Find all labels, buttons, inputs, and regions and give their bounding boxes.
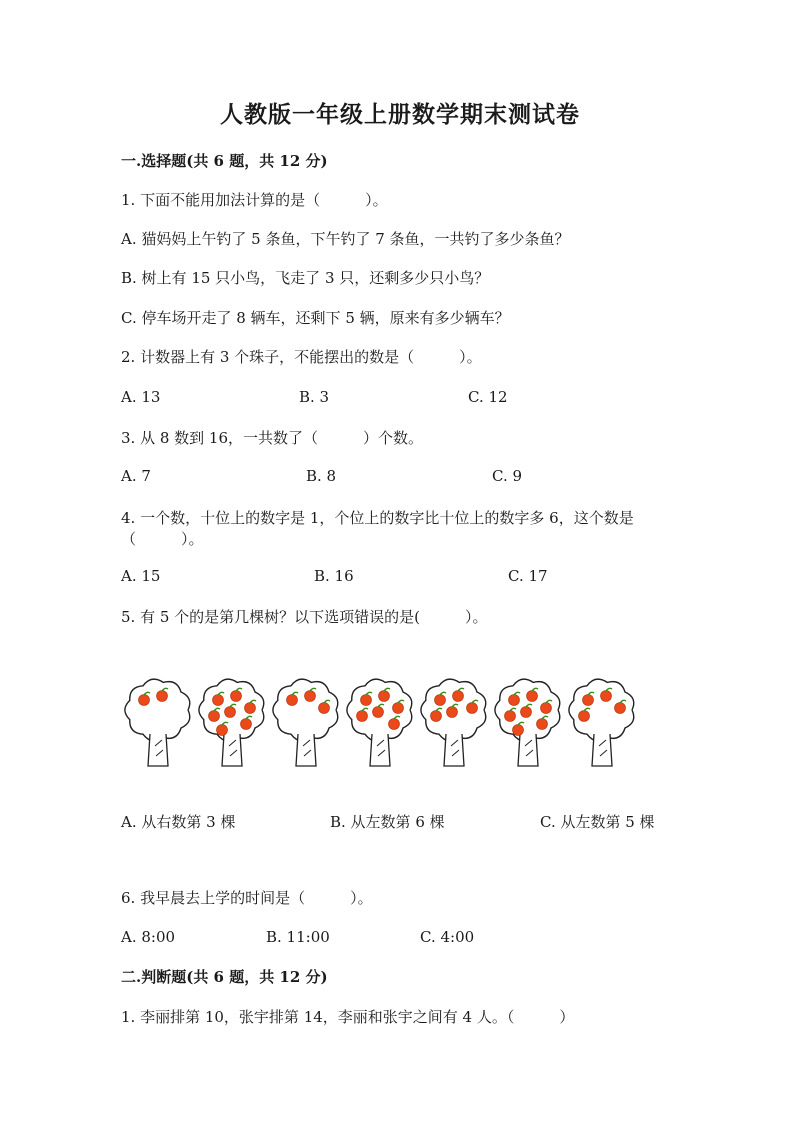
page-title: 人教版一年级上册数学期末测试卷	[220, 101, 580, 128]
apple	[225, 707, 236, 718]
question-3-option-a: A. 7	[121, 467, 151, 485]
question-1-option-b: B. 树上有 15 只小鸟，飞走了 3 只，还剩多少只小鸟？	[121, 269, 490, 287]
apple	[361, 695, 372, 706]
tree-trunk	[296, 734, 316, 766]
apple	[305, 691, 316, 702]
question-3-option-c: C. 9	[492, 467, 523, 485]
tree-canopy	[125, 679, 190, 741]
question-3-stem: 3. 从 8 数到 16，一共数了（ ）个数。	[121, 429, 424, 447]
apple	[435, 695, 446, 706]
apple-tree	[125, 679, 190, 766]
question-1-option-a: A. 猫妈妈上午钓了 5 条鱼，下午钓了 7 条鱼，一共钓了多少条鱼？	[121, 230, 570, 248]
tree-trunk	[222, 734, 242, 766]
apple	[431, 711, 442, 722]
apple	[615, 703, 626, 714]
apple	[373, 707, 384, 718]
question-4-option-a: A. 15	[121, 567, 161, 585]
apple	[231, 691, 242, 702]
apple-tree	[273, 679, 338, 766]
apple-tree	[347, 679, 412, 766]
question-4-option-b: B. 16	[314, 567, 354, 585]
question-5-stem: 5. 有 5 个的是第几棵树？以下选项错误的是( ）。	[121, 608, 488, 626]
question-2-option-c: C. 12	[468, 388, 508, 406]
question-5-option-b: B. 从左数第 6 棵	[330, 813, 445, 831]
apple	[287, 695, 298, 706]
question-5-option-a: A. 从右数第 3 棵	[121, 813, 236, 831]
apple	[505, 711, 516, 722]
tree-trunk	[592, 734, 612, 766]
apple	[583, 695, 594, 706]
apple	[541, 703, 552, 714]
tree-trunk	[370, 734, 390, 766]
apple	[537, 719, 548, 730]
section-heading-judgement: 二.判断题(共 6 题，共 12 分)	[121, 968, 328, 986]
apple	[319, 703, 330, 714]
apple	[453, 691, 464, 702]
question-2-stem: 2. 计数器上有 3 个珠子，不能摆出的数是（ ）。	[121, 348, 482, 366]
apple	[527, 691, 538, 702]
apple	[467, 703, 478, 714]
judgement-item-1: 1. 李丽排第 10，张宇排第 14，李丽和张宇之间有 4 人。（ ）	[121, 1008, 575, 1026]
apple-tree	[569, 679, 634, 766]
apple	[379, 691, 390, 702]
question-6-option-b: B. 11:00	[266, 928, 330, 946]
question-2-option-a: A. 13	[121, 388, 161, 406]
apple	[209, 711, 220, 722]
question-6-stem: 6. 我早晨去上学的时间是（ ）。	[121, 889, 373, 907]
apple	[213, 695, 224, 706]
apple-trees-illustration	[120, 668, 640, 778]
apple	[241, 719, 252, 730]
apple	[139, 695, 150, 706]
apple	[579, 711, 590, 722]
apple	[217, 725, 228, 736]
apple	[513, 725, 524, 736]
apple	[157, 691, 168, 702]
apple	[393, 703, 404, 714]
tree-trunk	[518, 734, 538, 766]
apple-tree	[495, 679, 560, 766]
apple	[245, 703, 256, 714]
question-1-option-c: C. 停车场开走了 8 辆车，还剩下 5 辆，原来有多少辆车？	[121, 309, 510, 327]
apple-tree	[199, 679, 264, 766]
question-4-stem-cont: （ ）。	[121, 530, 204, 548]
tree-trunk	[444, 734, 464, 766]
question-3-option-b: B. 8	[306, 467, 337, 485]
question-6-option-c: C. 4:00	[420, 928, 475, 946]
apple	[509, 695, 520, 706]
tree-trunk	[148, 734, 168, 766]
question-4-option-c: C. 17	[508, 567, 548, 585]
section-heading-choice: 一.选择题(共 6 题，共 12 分)	[121, 152, 328, 170]
question-4-stem: 4. 一个数，十位上的数字是 1，个位上的数字比十位上的数字多 6，这个数是	[121, 509, 634, 527]
question-1-stem: 1. 下面不能用加法计算的是（ ）。	[121, 191, 388, 209]
question-2-option-b: B. 3	[299, 388, 330, 406]
apple-tree	[421, 679, 486, 766]
apple	[389, 719, 400, 730]
question-6-option-a: A. 8:00	[121, 928, 176, 946]
apple	[521, 707, 532, 718]
apple	[447, 707, 458, 718]
apple	[601, 691, 612, 702]
question-5-option-c: C. 从左数第 5 棵	[540, 813, 655, 831]
apple	[357, 711, 368, 722]
